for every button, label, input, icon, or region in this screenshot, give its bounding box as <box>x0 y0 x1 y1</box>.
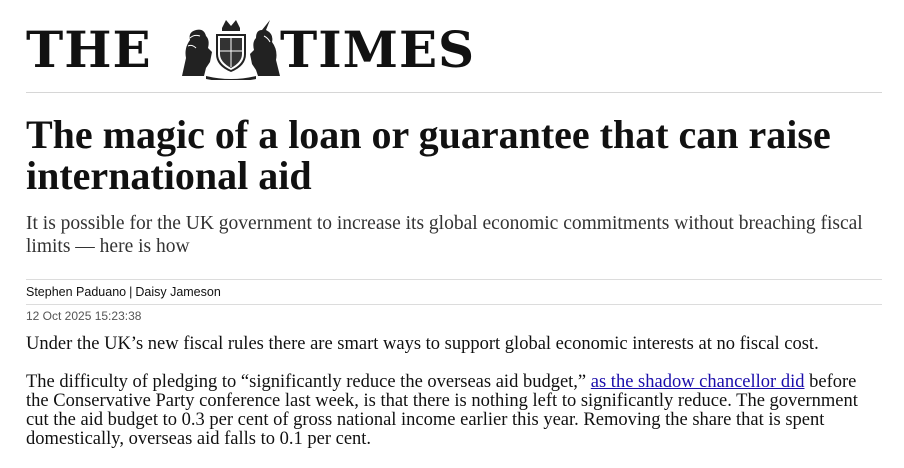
article-page <box>26 0 882 449</box>
publish-timestamp: 12 Oct 2025 15:23:38 <box>26 309 142 323</box>
body-paragraph: Under the UK’s new fiscal rules there are smart ways to support global economic interests at no fiscal cost. <box>26 334 819 354</box>
byline-top-divider <box>26 279 882 280</box>
byline <box>26 285 221 300</box>
article-standfirst: It is possible for the UK government to increase its global economic commitments without breaching fiscal limits — here is how <box>26 213 863 257</box>
royal-coat-of-arms-icon <box>176 18 286 80</box>
author-link[interactable]: Stephen Paduano <box>26 285 127 299</box>
masthead-word-the: THE <box>26 20 152 79</box>
author-separator: | <box>129 285 133 299</box>
article-headline: The magic of a loan or guarantee that can raise international aid <box>26 112 831 198</box>
masthead-word-times: TIMES <box>280 20 476 79</box>
body-text: before the Conservative Party conference last week, is that there is nothing left to significantly reduce. The government cut the aid budget to 0.3 per cent of gross national income earlier this year. Removing the share that is spent domestically, overseas aid falls to 0.1 per cent. <box>26 372 858 449</box>
masthead[interactable] <box>26 0 882 93</box>
shadow-chancellor-link[interactable]: as the shadow chancellor did <box>590 372 805 392</box>
author-link[interactable]: Daisy Jameson <box>135 285 221 299</box>
body-paragraph <box>26 373 882 449</box>
body-text: The difficulty of pledging to “significantly reduce the overseas aid budget,” <box>26 372 591 392</box>
byline-bottom-divider <box>26 304 882 305</box>
